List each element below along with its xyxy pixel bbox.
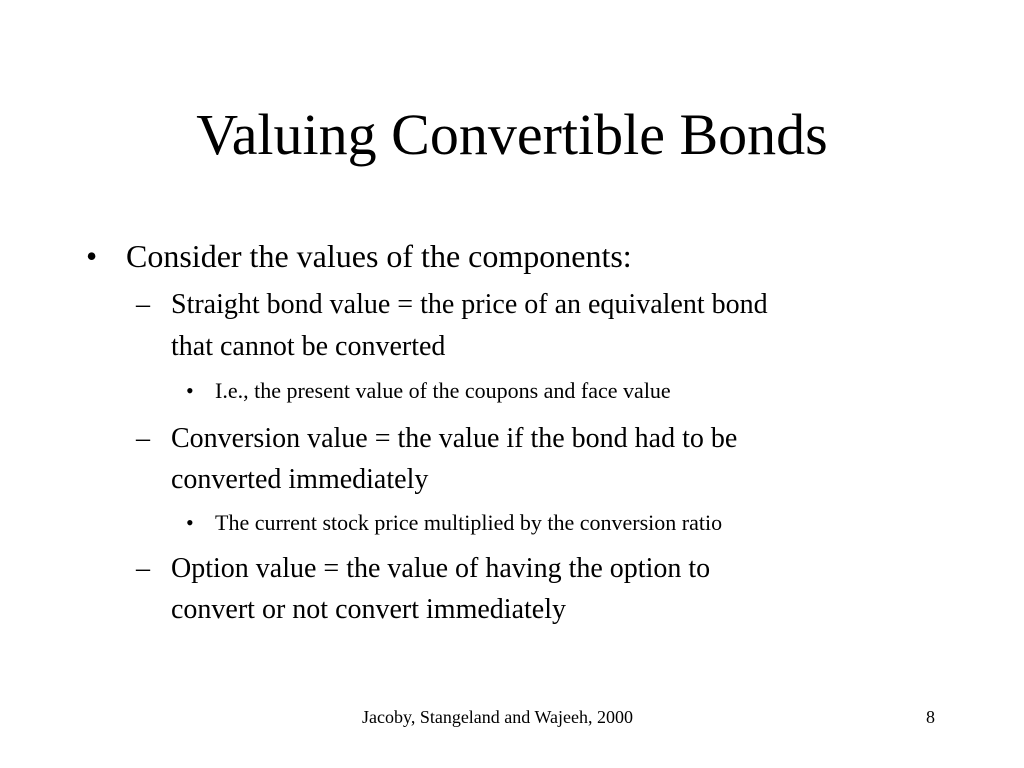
bullet-marker: • [86, 238, 98, 274]
dash-marker: – [136, 553, 150, 584]
subbullet-conversion-line1: Conversion value = the value if the bond had to be [171, 423, 738, 454]
dash-marker: – [136, 423, 150, 454]
dash-marker: – [136, 289, 150, 320]
bullet-marker-small: • [186, 378, 194, 403]
slide-title: Valuing Convertible Bonds [196, 102, 828, 167]
subbullet-straight-line1: Straight bond value = the price of an equivalent bond [171, 289, 768, 320]
subbullet-conversion-line2: converted immediately [171, 464, 429, 495]
subbullet-straight-line2: that cannot be converted [171, 331, 446, 362]
bullet-marker-small: • [186, 510, 194, 535]
subsub-conversion: The current stock price multiplied by the conversion ratio [215, 510, 723, 535]
footer-credit: Jacoby, Stangeland and Wajeeh, 2000 [362, 707, 633, 727]
subbullet-option-line1: Option value = the value of having the option to [171, 553, 711, 584]
subbullet-option-line2: convert or not convert immediately [171, 594, 566, 625]
subsub-straight: I.e., the present value of the coupons and face value [215, 378, 671, 403]
bullet-consider: Consider the values of the components: [126, 238, 632, 274]
page-number: 8 [926, 707, 935, 727]
